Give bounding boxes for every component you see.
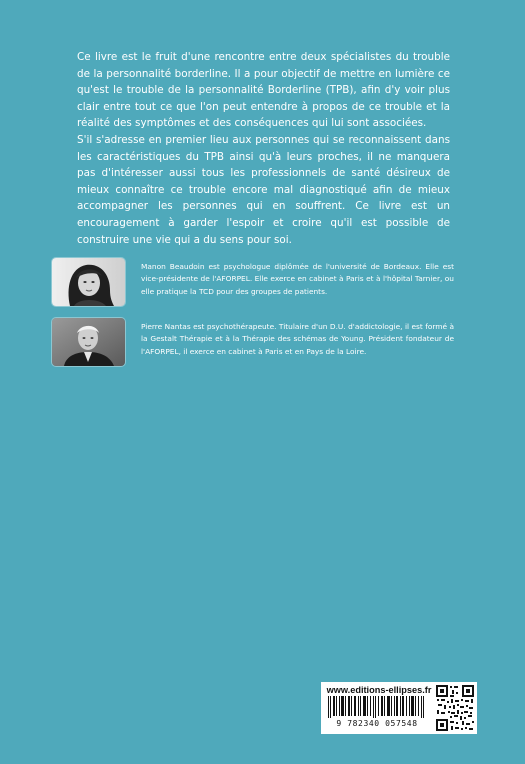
qr-code — [435, 684, 475, 732]
author-bio-pierre-nantas: Pierre Nantas est psychothérapeute. Titulaire d'un D.U. d'addictologie, il est formé à la Gestalt Thérapie et à la Thérapie des schémas de Young. Président fondateur de l'AFORPEL, il exerce en cabinet à Paris et en Pays de la Loire. — [141, 322, 454, 356]
blurb — [77, 49, 450, 248]
author-pierre-nantas — [52, 318, 452, 370]
blurb-paragraph-2: S'il s'adresse en premier lieu aux personnes qui se reconnaissent dans les caractéristiques du TPB ainsi qu'à leurs proches, il ne manquera pas d'intéresser aussi tous les professionnels de santé désireux de mieux connaître ce trouble encore mal diagnostiqué afin de mieux accompagner les personnes qui en souffrent. Ce livre est un encouragement à garder l'espoir et croire qu'il est possible de construire une vie qui a du sens pour soi. — [77, 133, 450, 246]
publisher-website[interactable]: www.editions-ellipses.fr — [326, 685, 432, 695]
author-photo-manon-beaudoin — [52, 258, 125, 306]
barcode-panel — [321, 682, 477, 734]
isbn-number: 9 782340 057548 — [336, 719, 418, 728]
isbn-barcode — [328, 696, 426, 718]
author-manon-beaudoin — [52, 258, 452, 310]
author-bio-manon-beaudoin: Manon Beaudoin est psychologue diplômée de l'université de Bordeaux. Elle est vice-présidente de l'AFORPEL. Elle exerce en cabinet à Paris et à l'hôpital Tarnier, ou elle pratique la TCD pour des groupes de patients. — [141, 262, 454, 296]
author-photo-pierre-nantas — [52, 318, 125, 366]
blurb-paragraph-1: Ce livre est le fruit d'une rencontre entre deux spécialistes du trouble de la personnalité borderline. Il a pour objectif de mettre en lumière ce qu'est le trouble de la personnalité Borderline (TPB), afin d'y voir plus clair entre tout ce que l'on peut entendre à propos de ce trouble et la réalité des symptômes et des conséquences qui lui sont associées. — [77, 51, 450, 130]
